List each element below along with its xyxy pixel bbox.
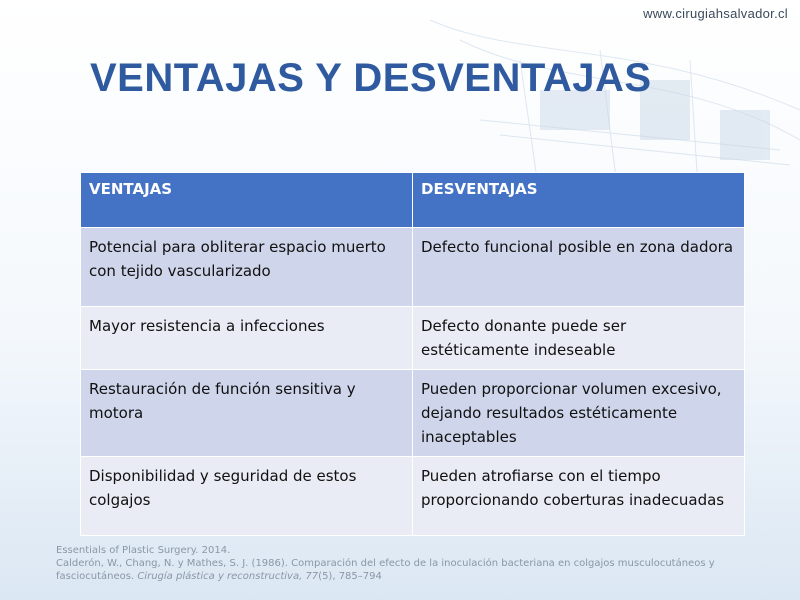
table-row	[81, 307, 745, 370]
site-url[interactable]: www.cirugiahsalvador.cl	[643, 6, 788, 21]
reference-2-text: Calderón, W., Chang, N. y Mathes, S. J. (1986). Comparación del efecto de la inoculación bacteriana en colgajos musculocutáneos y fasciocutáneos.	[56, 558, 715, 582]
cell-desventaja: Defecto donante puede ser estéticamente indeseable	[413, 307, 745, 370]
comparison-table	[80, 172, 745, 536]
cell-desventaja: Defecto funcional posible en zona dadora	[413, 228, 745, 307]
reference-1: Essentials of Plastic Surgery. 2014.	[56, 545, 231, 556]
table-header-row	[81, 173, 745, 228]
header-desventajas: DESVENTAJAS	[413, 173, 745, 228]
references	[56, 544, 756, 583]
reference-2-pages: (5), 785–794	[318, 571, 382, 582]
cell-ventaja: Potencial para obliterar espacio muerto con tejido vascularizado	[81, 228, 413, 307]
cell-ventaja: Restauración de función sensitiva y motora	[81, 370, 413, 457]
reference-2	[56, 557, 756, 583]
cell-desventaja: Pueden proporcionar volumen excesivo, dejando resultados estéticamente inaceptables	[413, 370, 745, 457]
reference-2-journal: Cirugía plástica y reconstructiva, 77	[137, 571, 319, 582]
cell-ventaja: Mayor resistencia a infecciones	[81, 307, 413, 370]
table-row	[81, 228, 745, 307]
table-row	[81, 370, 745, 457]
cell-desventaja: Pueden atrofiarse con el tiempo proporcionando coberturas inadecuadas	[413, 457, 745, 536]
header-ventajas: VENTAJAS	[81, 173, 413, 228]
cell-ventaja: Disponibilidad y seguridad de estos colgajos	[81, 457, 413, 536]
table-row	[81, 457, 745, 536]
slide-title: VENTAJAS Y DESVENTAJAS	[90, 56, 652, 100]
